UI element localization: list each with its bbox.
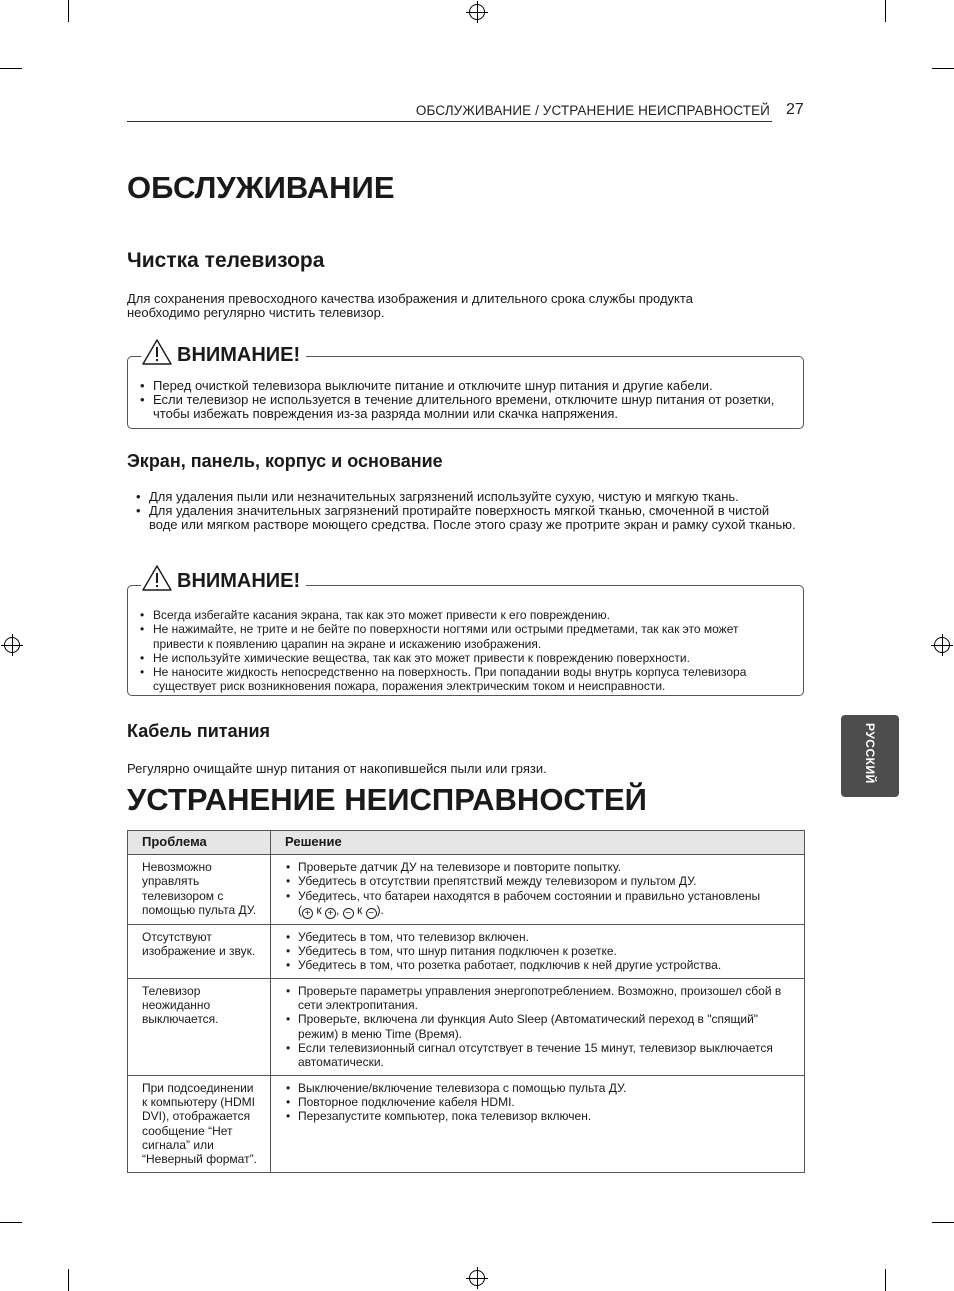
problem-cell: При подсоединении к компьютеру (HDMI DVI), отображается сообщение “Нет сигнала” или “Неверный формат”.: [128, 1075, 271, 1172]
warning-triangle-icon: [141, 564, 173, 592]
troubleshooting-table: [127, 830, 805, 1173]
table-header-row: [128, 831, 805, 855]
crop-mark: [885, 1269, 886, 1291]
minus-terminal-icon: −: [366, 908, 377, 919]
note-paren: (: [298, 902, 302, 917]
list-item: • Повторное подключение кабеля HDMI.: [286, 1095, 796, 1109]
crop-mark: [0, 1222, 22, 1223]
table-row: [128, 1075, 805, 1172]
plus-terminal-icon: +: [302, 908, 313, 919]
list-item: • Для удаления значительных загрязнений протирайте поверхность мягкой тканью, смоченной в чистой воде или мягком растворе моющего средства. После этого сразу же протрите экран и рамку сухой тканью.: [136, 504, 801, 532]
registration-mark-icon: [934, 637, 950, 653]
crop-mark: [885, 0, 886, 22]
list-item: • Проверьте параметры управления энергопотреблением. Возможно, произошел сбой в сети электропитания.: [286, 984, 796, 1013]
registration-mark-icon: [469, 4, 485, 20]
solution-cell: [271, 924, 805, 978]
warning-heading: [141, 338, 306, 366]
table-row: [128, 855, 805, 925]
problem-cell: Отсутствуют изображение и звук.: [128, 924, 271, 978]
solution-list: [286, 860, 796, 919]
note-close: ).: [376, 902, 384, 917]
warning-label: ВНИМАНИЕ!: [177, 570, 301, 592]
battery-polarity-note: [298, 903, 384, 917]
warning-triangle-icon: [141, 338, 173, 366]
list-item: • Выключение/включение телевизора с помощью пульта ДУ.: [286, 1081, 796, 1095]
column-header-solution: Решение: [271, 831, 805, 855]
list-item: • Если телевизионный сигнал отсутствует в течение 15 минут, телевизор выключается автоматически.: [286, 1041, 796, 1070]
note-to: к: [316, 902, 322, 917]
page-number: 27: [786, 101, 804, 118]
solution-list: [286, 1081, 796, 1124]
solution-list: [286, 930, 796, 973]
note-to: к: [356, 902, 363, 917]
crop-mark: [68, 1269, 69, 1291]
cleaning-warning-list: [140, 379, 790, 422]
table-row: [128, 924, 805, 978]
list-item: • Не нажимайте, не трите и не бейте по поверхности ногтями или острыми предметами, так как это может привести к появлению царапин на экране и искажению изображения.: [140, 622, 790, 651]
crop-mark: [932, 1222, 954, 1223]
registration-mark-icon: [469, 1270, 485, 1286]
crop-mark: [68, 0, 69, 22]
list-item-text: Убедитесь, что батареи находятся в рабочем состоянии и правильно установлены: [298, 888, 761, 903]
list-item: [286, 889, 796, 919]
list-item: • Перезапустите компьютер, пока телевизор включен.: [286, 1109, 796, 1123]
solution-cell: [271, 978, 805, 1075]
registration-mark-icon: [4, 637, 20, 653]
solution-cell: [271, 1075, 805, 1172]
plus-terminal-icon: +: [325, 908, 336, 919]
warning-heading: [141, 564, 306, 592]
solution-cell: [271, 855, 805, 925]
table-row: [128, 978, 805, 1075]
list-item: • Не наносите жидкость непосредственно на поверхность. При попадании воды внутрь корпуса телевизора существует риск возникновения пожара, поражения электрическим током и неисправности.: [140, 665, 790, 694]
problem-cell: Телевизор неожиданно выключается.: [128, 978, 271, 1075]
power-cable-title: Кабель питания: [127, 721, 271, 741]
list-item: • Убедитесь в отсутствии препятствий между телевизором и пультом ДУ.: [286, 874, 796, 888]
list-item: • Убедитесь в том, что шнур питания подключен к розетке.: [286, 944, 796, 958]
list-item: • Если телевизор не используется в течение длительного времени, отключите шнур питания от розетки, чтобы избежать повреждения из-за разряда молнии или скачка напряжения.: [140, 393, 790, 421]
cleaning-intro: Для сохранения превосходного качества изображения и длительного срока службы продукта необходимо регулярно чистить телевизор.: [127, 291, 693, 320]
screen-warning-list: [140, 608, 790, 694]
list-item: • Проверьте, включена ли функция Auto Sleep (Автоматический переход в "спящий" режим) в меню Time (Время).: [286, 1012, 796, 1041]
crop-mark: [932, 68, 954, 69]
minus-terminal-icon: −: [343, 908, 354, 919]
list-item: • Для удаления пыли или незначительных загрязнений используйте сухую, чистую и мягкую ткань.: [136, 490, 801, 504]
troubleshooting-title: УСТРАНЕНИЕ НЕИСПРАВНОСТЕЙ: [127, 782, 647, 817]
list-item: • Не используйте химические вещества, так как это может привести к повреждению поверхности.: [140, 651, 790, 665]
warning-label: ВНИМАНИЕ!: [177, 344, 301, 366]
list-item: • Убедитесь в том, что розетка работает, подключив к ней другие устройства.: [286, 958, 796, 972]
language-tab: [841, 715, 899, 797]
language-tab-label: РУССКИЙ: [863, 723, 877, 784]
solution-list: [286, 984, 796, 1070]
power-cable-text: Регулярно очищайте шнур питания от накопившейся пыли или грязи.: [127, 761, 547, 776]
list-item: • Убедитесь в том, что телевизор включен.: [286, 930, 796, 944]
column-header-problem: Проблема: [128, 831, 271, 855]
maintenance-title: ОБСЛУЖИВАНИЕ: [127, 170, 395, 205]
cleaning-title: Чистка телевизора: [127, 249, 325, 272]
screen-title: Экран, панель, корпус и основание: [127, 451, 443, 471]
list-item: • Всегда избегайте касания экрана, так как это может привести к его повреждению.: [140, 608, 790, 622]
header-divider: [127, 121, 772, 122]
problem-cell: Невозможно управлять телевизором с помощью пульта ДУ.: [128, 855, 271, 925]
running-header: ОБСЛУЖИВАНИЕ / УСТРАНЕНИЕ НЕИСПРАВНОСТЕЙ: [415, 103, 770, 118]
note-comma: ,: [335, 902, 340, 917]
screen-care-list: [136, 490, 801, 533]
crop-mark: [0, 68, 22, 69]
list-item: • Перед очисткой телевизора выключите питание и отключите шнур питания и другие кабели.: [140, 379, 790, 393]
list-item: • Проверьте датчик ДУ на телевизоре и повторите попытку.: [286, 860, 796, 874]
